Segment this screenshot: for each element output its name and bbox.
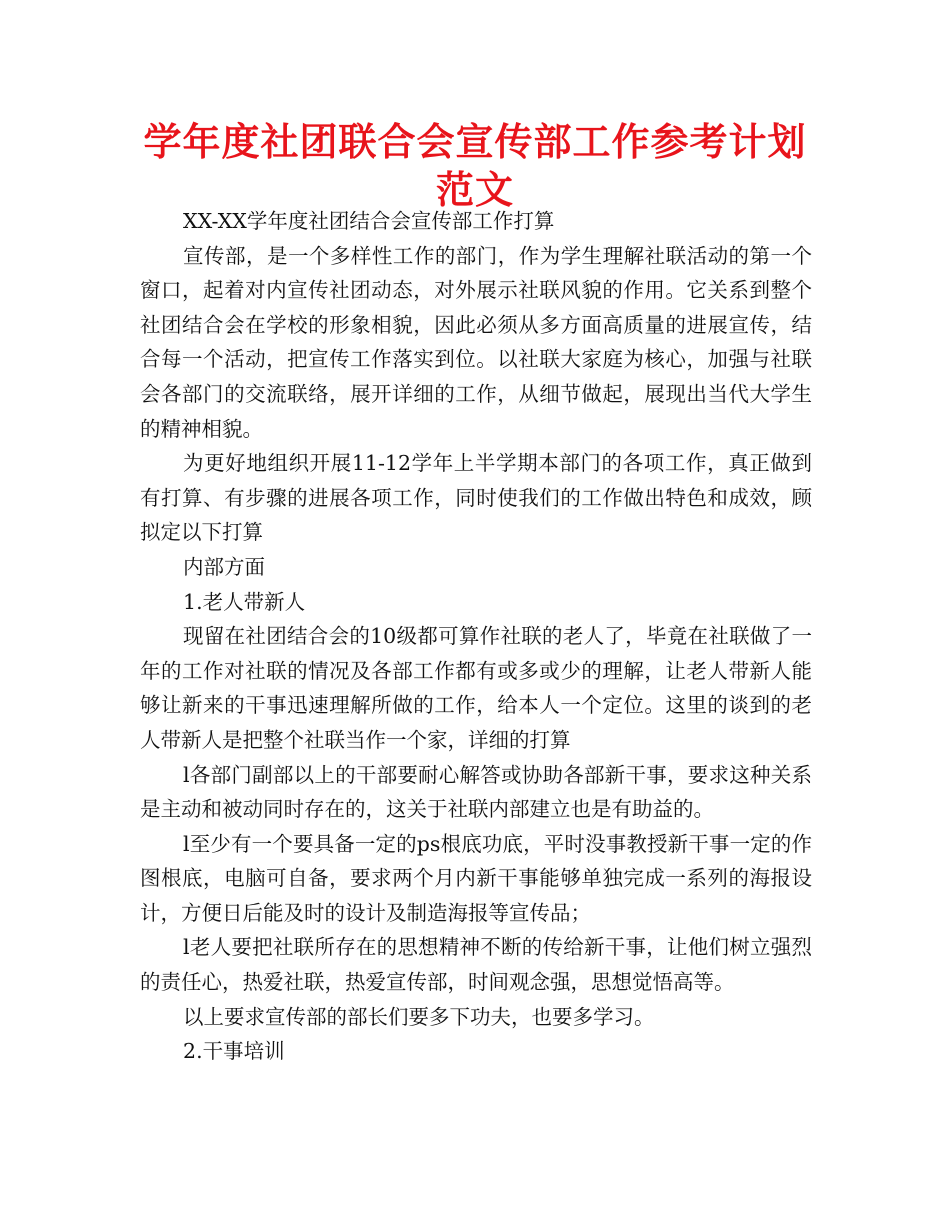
paragraph-summary: 以上要求宣传部的部长们要多下功夫，也要多学习。: [183, 1004, 655, 1029]
paragraph-mentoring: 现留在社团结合会的10级都可算作社联的老人了，毕竟在社联做了一年的工作对社联的情况及各部工作都有或多或少的理解，让老人带新人能够让新来的干事迅速理解所做的工作，给本人一个定位。这里的谈到的老人带新人是把整个社联当作一个家，详细的打算: [140, 624, 812, 752]
item-heading-mentoring: 1.老人带新人: [183, 589, 306, 614]
document-title: 学年度社团联合会宣传部工作参考计划范文: [143, 120, 807, 212]
paragraph-purpose: 为更好地组织开展11-12学年上半学期本部门的各项工作，真正做到有打算、有步骤的进展各项工作，同时使我们的工作做出特色和成效，顾拟定以下打算: [140, 451, 812, 545]
paragraph-subtitle: XX-XX学年度社团结合会宣传部工作打算: [183, 209, 555, 233]
list-item: l老人要把社联所存在的思想精神不断的传给新干事，让他们树立强烈的责任心，热爱社联，热爱宣传部，时间观念强，思想觉悟高等。: [140, 935, 812, 995]
paragraph-intro: 宣传部，是一个多样性工作的部门，作为学生理解社联活动的第一个窗口，起着对内宣传社团动态，对外展示社联风貌的作用。它关系到整个社团结合会在学校的形象相貌，因此必须从多方面高质量的进展宣传，结合每一个活动，把宣传工作落实到位。以社联大家庭为核心，加强与社联会各部门的交流联络，展开详细的工作，从细节做起，展现出当代大学生的精神相貌。: [140, 243, 812, 441]
section-heading-internal: 内部方面: [183, 554, 266, 579]
list-item: l至少有一个要具备一定的ps根底功底，平时没事教授新干事一定的作图根底，电脑可自备，要求两个月内新干事能够单独完成一系列的海报设计，方便日后能及时的设计及制造海报等宣传品；: [140, 831, 812, 925]
list-item: l各部门副部以上的干部要耐心解答或协助各部新干事，要求这种关系是主动和被动同时存在的，这关于社联内部建立也是有助益的。: [140, 762, 812, 822]
item-heading-training: 2.干事培训: [183, 1039, 285, 1064]
document-body: [140, 204, 812, 1069]
